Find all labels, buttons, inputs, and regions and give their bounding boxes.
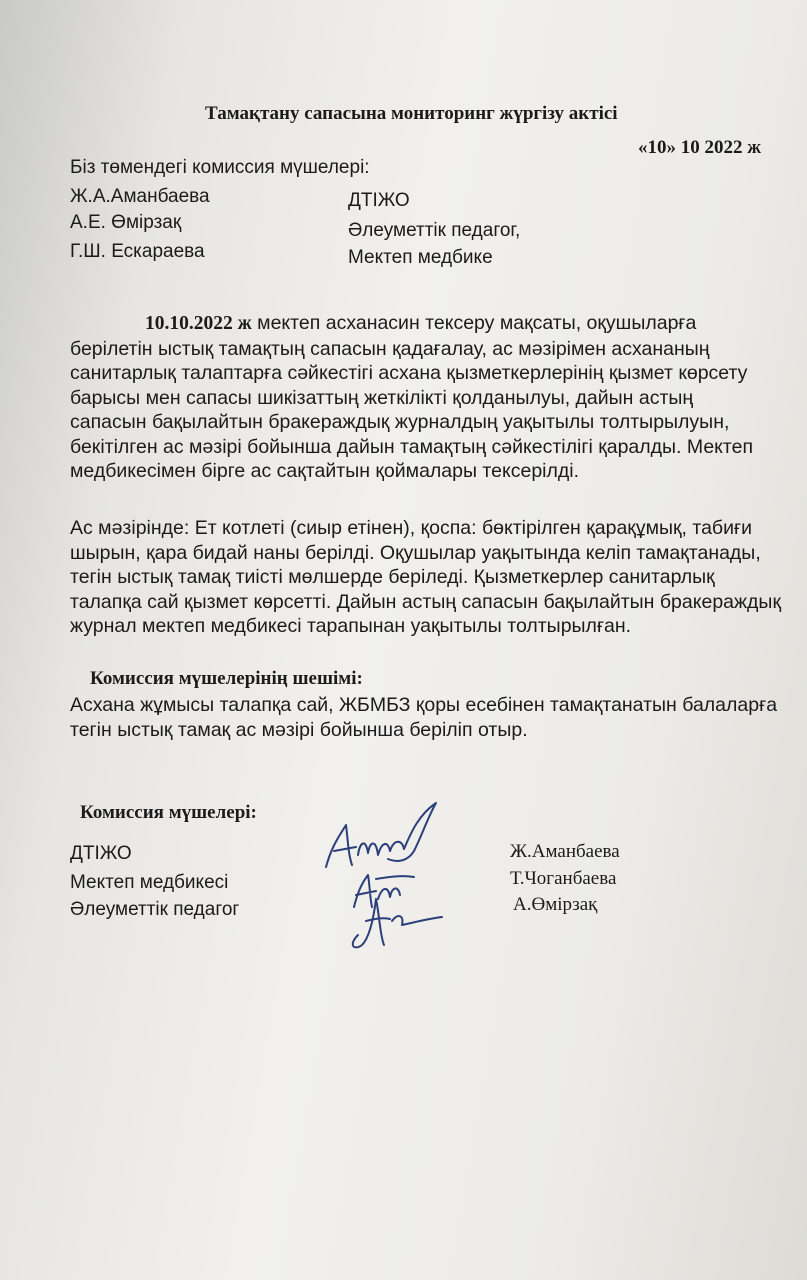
member-role: Мектеп медбике <box>348 247 493 268</box>
signature-role: Мектеп медбикесі <box>70 872 229 893</box>
signature-aman-icon <box>326 803 436 867</box>
paragraph-line: Асхана жұмысы талапқа сай, ЖБМБЗ қоры есебінен тамақтанатын балаларға <box>70 694 778 716</box>
signature-name: А.Өмірзақ <box>513 894 598 915</box>
member-name: А.Е. Өмірзақ <box>70 212 182 233</box>
paragraph-line: тегін ыстық тамақ ас мәзірі бойынша беріліп отыр. <box>70 718 528 741</box>
paragraph-line: шырын, қара бидай наны берілді. Оқушылар уақытында келіп тамақтанады, <box>70 541 761 564</box>
menu-paragraph <box>70 516 807 639</box>
paragraph-line: берілетін ыстық тамақтың сапасын қадағалау, ас мәзірімен асхананың <box>70 337 710 360</box>
inspection-date: 10.10.2022 ж <box>145 313 252 334</box>
signature-name: Ж.Аманбаева <box>510 841 620 862</box>
member-role: ДТІЖО <box>348 190 410 211</box>
signatures-heading: Комиссия мүшелері: <box>80 802 257 823</box>
member-name: Г.Ш. Ескараева <box>70 241 205 262</box>
signature-name: Т.Чоганбаева <box>510 868 617 889</box>
decision-heading: Комиссия мүшелерінің шешімі: <box>90 668 363 689</box>
signature-role: ДТІЖО <box>70 843 132 864</box>
paragraph-line: сапасын бақылайтын бракераждық журналдың уақытылы толтырылуын, <box>70 411 730 433</box>
paragraph-line: медбикесімен бірге ас сақтайтын қоймалары тексерілді. <box>70 460 579 482</box>
inspection-paragraph <box>70 311 807 484</box>
paragraph-line: тегін ыстық тамақ тиісті мөлшерде беріледі. Қызметкерлер санитарлық <box>70 566 715 588</box>
member-role: Әлеуметтік педагог, <box>348 220 521 241</box>
paragraph-line: журнал мектеп медбикесі тарапынан уақытылы толтырылған. <box>70 615 632 637</box>
decision-text <box>70 693 807 742</box>
signature-role: Әлеуметтік педагог <box>70 899 240 920</box>
signature-omirzak-icon <box>353 899 442 947</box>
paragraph-line: мектеп асханасин тексеру мақсаты, оқушыларға <box>251 312 697 334</box>
handwritten-signatures <box>318 795 448 955</box>
signature-chogan-icon <box>354 875 414 907</box>
paragraph-line: талапқа сай қызмет көрсетті. Дайын астың сапасын бақылайтын бракераждық <box>70 590 781 613</box>
document-title: Тамақтану сапасына мониторинг жүргізу актісі <box>205 103 618 124</box>
paragraph-line: бекітілген ас мәзірі бойынша дайын тамақтың сәйкестілігі қаралды. Мектеп <box>70 435 754 458</box>
paragraph-line: барысы мен сапасы шикізаттың жеткілікті қолданылуы, дайын астың <box>70 386 694 409</box>
intro-line: Біз төмендегі комиссия мүшелері: <box>70 157 370 178</box>
member-name: Ж.А.Аманбаева <box>70 186 210 207</box>
paragraph-line: санитарлық талаптарға сәйкестігі асхана қызметкерлерінің қызмет көрсету <box>70 362 748 384</box>
paragraph-line: Ас мәзірінде: Ет котлеті (сиыр етінен), қоспа: бөктірілген қарақұмық, табиғи <box>70 517 752 539</box>
document-date: «10» 10 2022 ж <box>638 137 762 158</box>
